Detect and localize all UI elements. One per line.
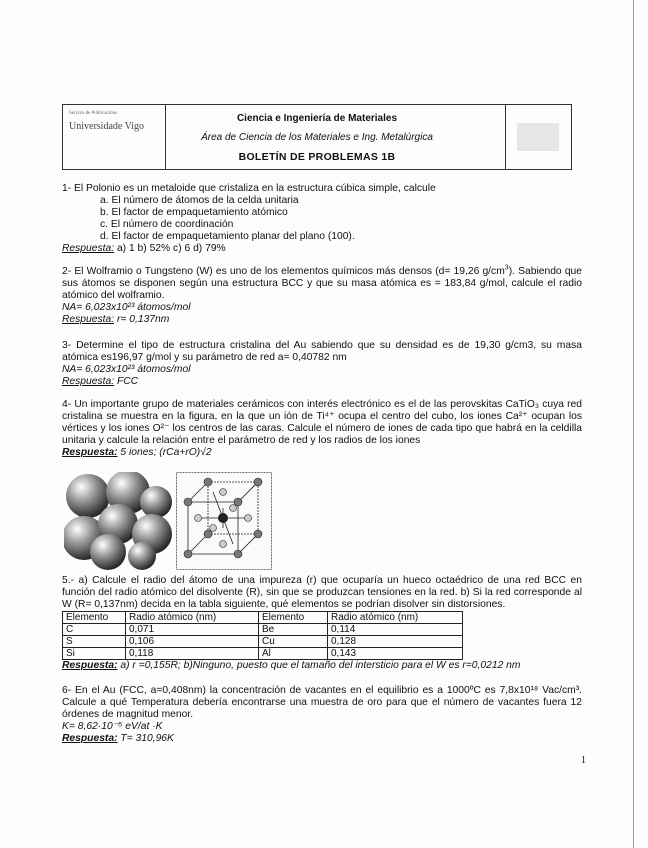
answer-label: Respuesta: <box>62 660 118 671</box>
problem-6 <box>62 685 582 745</box>
table-cell: S <box>63 636 126 648</box>
table-cell: C <box>63 624 126 636</box>
problem-2-text-a: 2- El Wolframio o Tungsteno (W) es uno de los elementos químicos más densos (d= 19,26 g/cm <box>62 266 505 277</box>
problem-4-text: 4- Un importante grupo de materiales cerámicos con interés electrónico es el de las perovskitas CaTiO₃ cuya red cristalina se muestra en la figura, en la que un ión de Ti⁴⁺ ocupa el centro del cubo, los iones Ca²⁺ ocupan los vértices y los iones O²⁻ los centros de las caras. Calcule el número de iones de cada tipo que habrá en la celdilla unitaria y calcule la relación entre el parámetro de red y los radios de los iones <box>62 399 582 446</box>
problem-1-item-a: a. El número de átomos de la celda unitaria <box>100 195 299 206</box>
avogadro-constant: NA= 6,023x10²³ átomos/mol <box>62 302 191 313</box>
problem-4 <box>62 399 582 459</box>
table-cell: Cu <box>259 636 328 648</box>
problem-6-text: 6- En el Au (FCC, a=0,408nm) la concentración de vacantes en el equilibrio es a 1000ºC es 7,8x10¹⁸ Vac/cm³. Calcule a qué Temperatura debería encontrarse una muestra de oro para que el número de vacantes fuera 12 órdenes de magnitud menor. <box>62 685 582 720</box>
page-number: 1 <box>581 755 586 766</box>
table-cell: 0,128 <box>328 636 463 648</box>
problem-2-superscript: 3 <box>504 264 509 272</box>
table-cell: 0,071 <box>126 624 259 636</box>
problem-2-answer: r= 0,137nm <box>114 314 170 325</box>
problem-1 <box>62 183 582 255</box>
problem-1-item-c: c. El número de coordinación <box>100 219 234 230</box>
bulletin-title: BOLETÍN DE PROBLEMAS 1B <box>238 151 396 163</box>
problem-1-answer: a) 1 b) 52% c) 6 d) 79% <box>114 243 226 254</box>
faded-logo-icon <box>511 113 565 161</box>
answer-label: Respuesta: <box>62 733 118 744</box>
table-cell: Si <box>63 648 126 660</box>
avogadro-constant: NA= 6,023x10²³ átomos/mol <box>62 364 191 375</box>
header-box <box>62 104 572 170</box>
table-row <box>63 636 463 648</box>
table-header: Radio atómico (nm) <box>126 612 259 624</box>
problem-1-item-b: b. El factor de empaquetamiento atómico <box>100 207 288 218</box>
table-row <box>63 624 463 636</box>
atomic-radius-table <box>62 611 463 660</box>
answer-label: Respuesta: <box>62 376 115 387</box>
problem-4-answer: 5 iones; (rCa+rO)√2 <box>117 447 212 458</box>
perovskite-lattice-figure <box>176 472 272 570</box>
problem-5-text: 5.- a) Calcule el radio del átomo de una impureza (r) que ocuparía un hueco octaédrico de una red BCC en función del radio atómico del disolvente (R), sin que se produzcan tensiones en la red. b) Si la red corresponde al W (R= 0,137nm) decida en la tabla siguiente, qué elementos se podrían disolver sin distorsiones. <box>62 575 582 610</box>
table-header: Elemento <box>63 612 126 624</box>
table-cell: Be <box>259 624 328 636</box>
department-subtitle: Área de Ciencia de los Materiales e Ing. Metalúrgica <box>201 132 433 143</box>
table-header: Radio atómico (nm) <box>328 612 463 624</box>
problem-5 <box>62 575 582 672</box>
logo-small-text: Servizo de Publicacións <box>69 111 118 116</box>
problem-3-text: 3- Determine el tipo de estructura cristalina del Au sabiendo que su densidad es de 19,30 g/cm3, su masa atómica es196,97 g/mol y su parámetro de red a= 0,40782 nm <box>62 340 582 363</box>
logo-name: Universidade Vigo <box>69 121 145 132</box>
problem-3 <box>62 340 582 388</box>
problem-2 <box>62 266 582 326</box>
answer-label: Respuesta: <box>62 447 118 458</box>
problem-1-item-d: d. El factor de empaquetamiento planar del plano (100). <box>100 231 355 242</box>
table-cell: 0,114 <box>328 624 463 636</box>
boltzmann-constant: K= 8,62·10⁻⁵ eV/at ·K <box>62 721 163 732</box>
table-cell: 0,106 <box>126 636 259 648</box>
answer-label: Respuesta: <box>62 314 115 325</box>
problem-1-text: 1- El Polonio es un metaloide que cristaliza en la estructura cúbica simple, calcule <box>62 183 436 194</box>
table-row <box>63 648 463 660</box>
problem-3-answer: FCC <box>114 376 139 387</box>
problem-2-text <box>62 266 582 302</box>
table-cell: 0,143 <box>328 648 463 660</box>
problem-5-answer: a) r =0,155R; b)Ninguno, puesto que el tamaño del intersticio para el W es r=0,0212 nm <box>117 660 521 671</box>
header-right-mark <box>511 113 565 161</box>
sphere-packing-figure <box>64 472 172 570</box>
problem-6-answer: T= 310,96K <box>117 733 174 744</box>
table-cell: Al <box>259 648 328 660</box>
table-cell: 0,118 <box>126 648 259 660</box>
page-edge-line <box>633 0 634 848</box>
table-header-row <box>63 612 463 624</box>
problem-2-text-b: ). Sabiendo que sus átomos se disponen según una estructura BCC y que su masa atómica es = 183,84 g/mol, calcule el radio atómico del wolframio. <box>62 266 583 301</box>
course-title: Ciencia e Ingeniería de Materiales <box>236 113 398 124</box>
answer-label: Respuesta: <box>62 243 115 254</box>
table-header: Elemento <box>259 612 328 624</box>
